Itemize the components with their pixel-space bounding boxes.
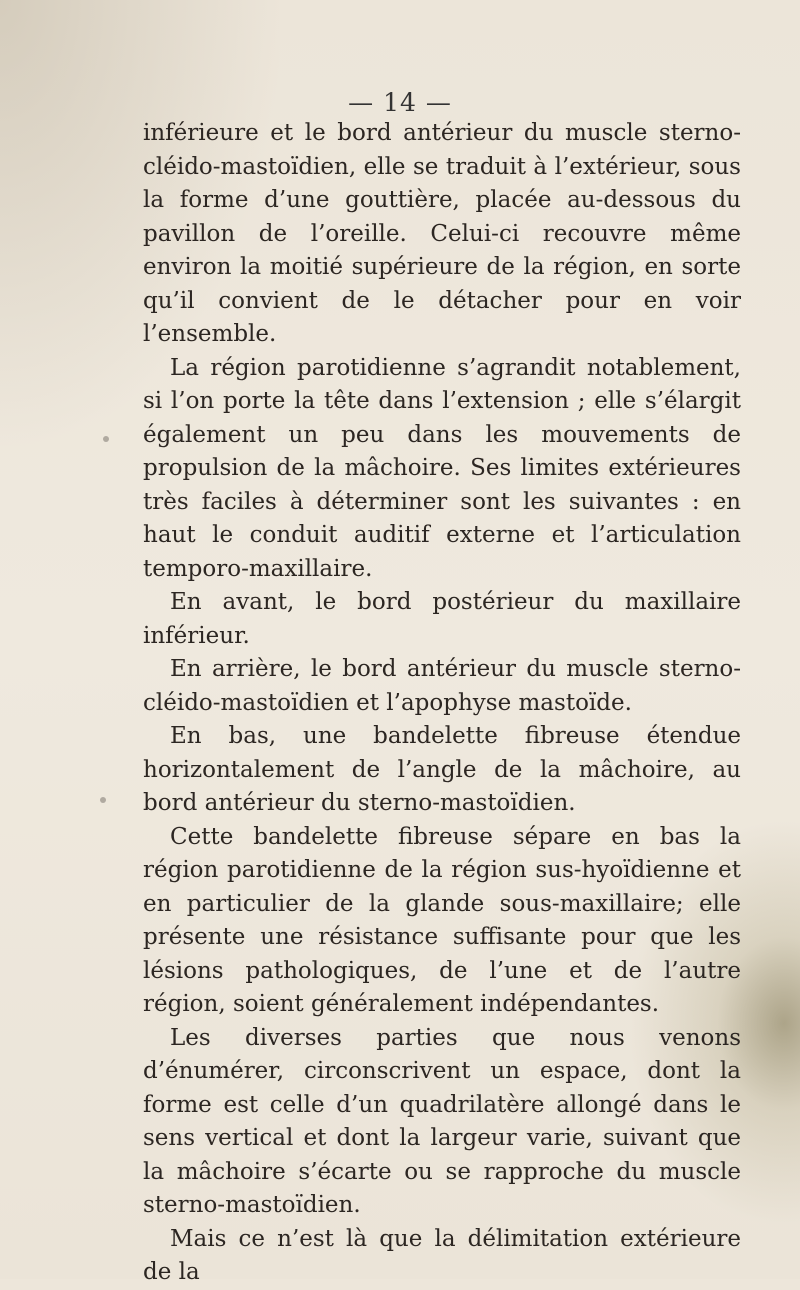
paragraph-continuation: inférieure et le bord antérieur du muscle sterno-cléido-mastoïdien, elle se traduit à l’extérieur, sous la forme d’une gouttière, placée au-dessous du pavillon de l’oreille. Celui-ci recouvre même environ la moitié supérieure de la région, en sorte qu’il convient de le détacher pour en voir l’ensemble.	[143, 120, 741, 347]
ink-speck	[100, 797, 106, 803]
paragraph: En arrière, le bord antérieur du muscle sterno-cléido-mastoïdien et l’apophyse mastoïde.	[143, 656, 741, 716]
paragraph: La région parotidienne s’agrandit notablement, si l’on porte la tête dans l’extension ; elle s’élargit également un peu dans les mouvements de propulsion de la mâchoire. Ses limites extérieures très faciles à déterminer sont les suivantes : en haut le conduit auditif externe et l’articulation temporo-maxillaire.	[143, 354, 741, 582]
paragraph: En bas, une bandelette fibreuse étendue horizontalement de l’angle de la mâchoire, au bord antérieur du sterno-mastoïdien.	[143, 723, 741, 816]
paragraph: Cette bandelette fibreuse sépare en bas la région parotidienne de la région sus-hyoïdienne et en particulier de la glande sous-maxillaire; elle présente une résistance suffisante pour que les lésions pathologiques, de l’une et de l’autre région, soient généralement indépendantes.	[143, 823, 741, 1017]
ink-speck	[103, 436, 109, 442]
paragraph: En avant, le bord postérieur du maxillaire inférieur.	[143, 589, 741, 649]
paragraph-last: Mais ce n’est là que la délimitation extérieure de la	[143, 1225, 741, 1285]
body-text	[143, 117, 741, 1290]
page-number-header: — 14 —	[348, 88, 452, 117]
paragraph: Les diverses parties que nous venons d’énumérer, circonscrivent un espace, dont la forme est celle d’un quadrilatère allongé dans le sens vertical et dont la largeur varie, suivant que la mâchoire s’écarte ou se rapproche du muscle sterno-mastoïdien.	[143, 1024, 741, 1218]
